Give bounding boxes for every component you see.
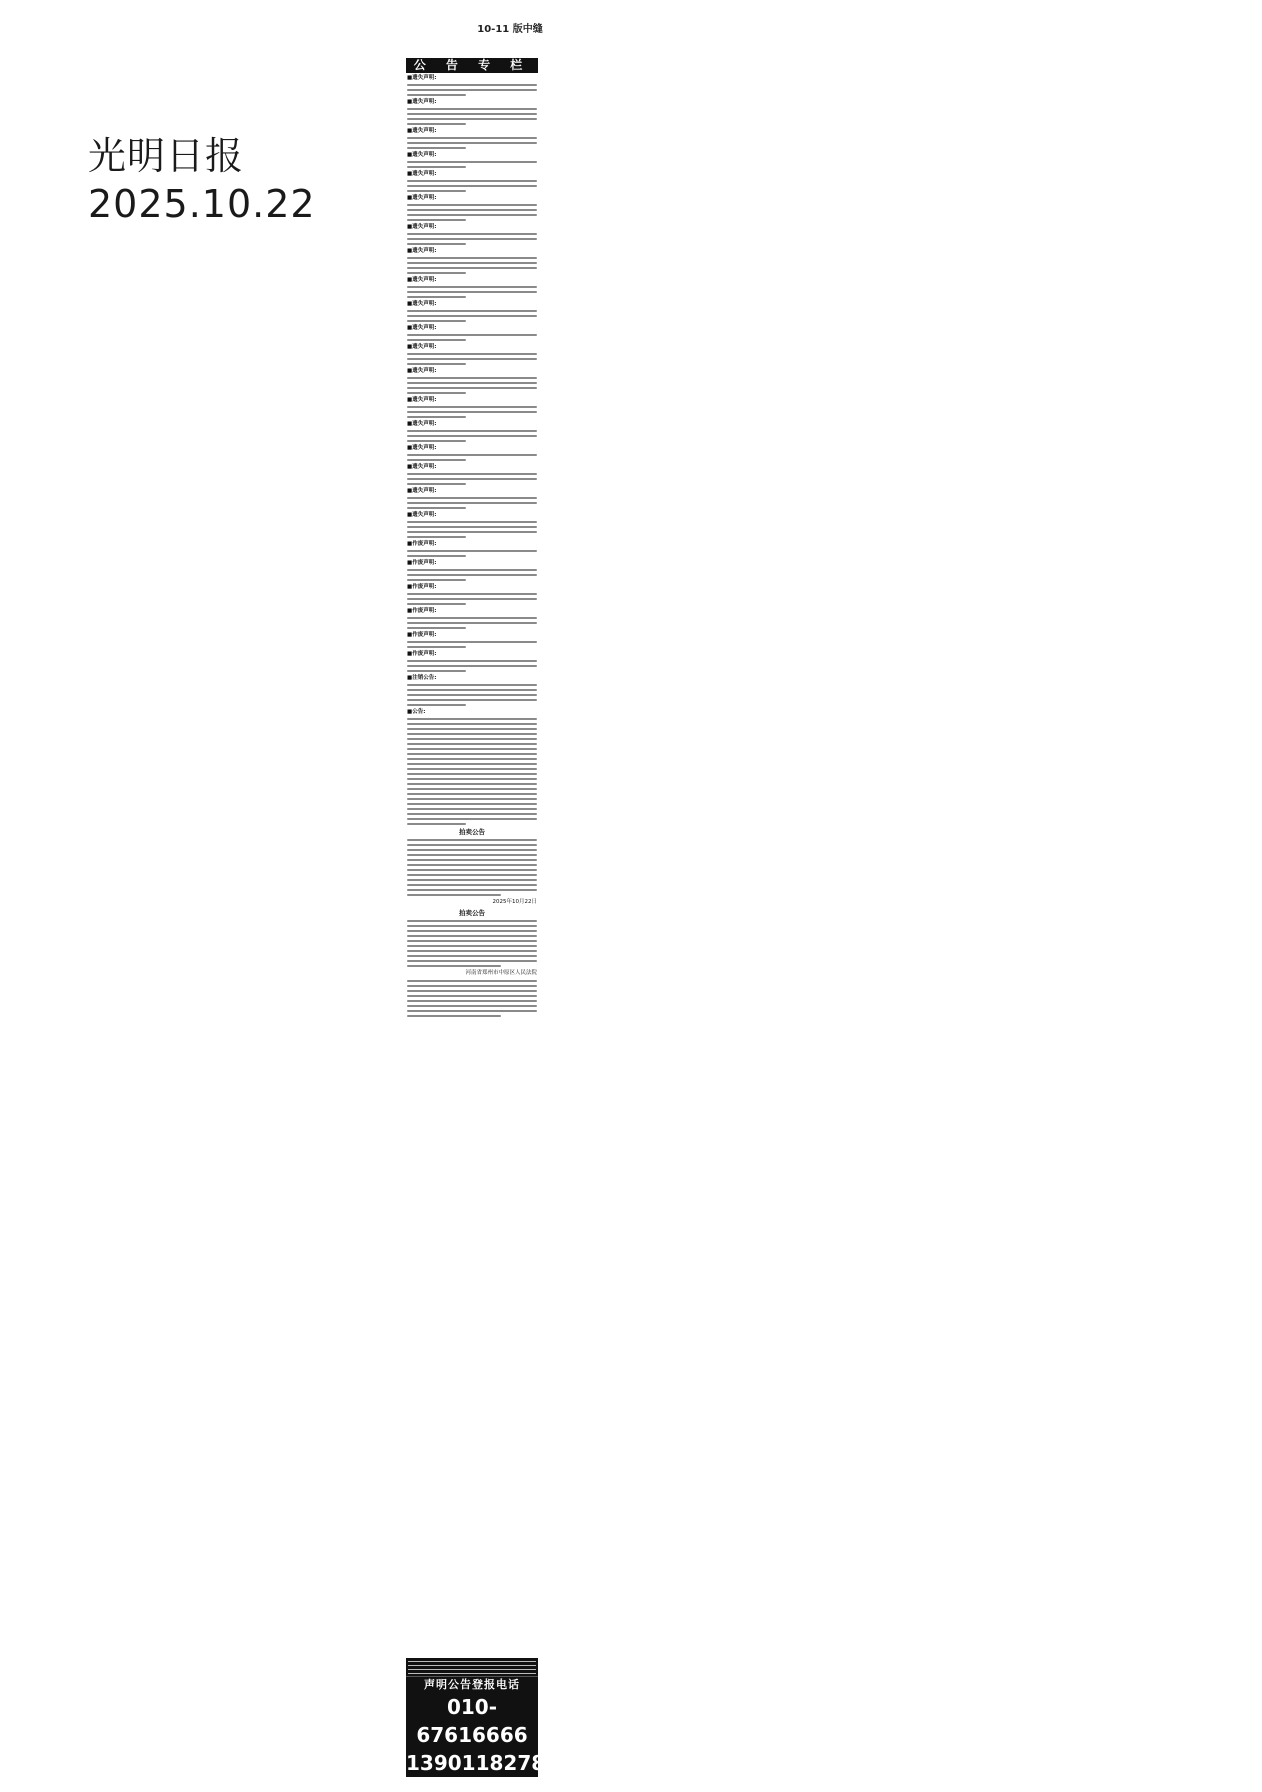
notice-text-line bbox=[407, 569, 537, 571]
notice-text-line bbox=[407, 627, 466, 629]
notice-item bbox=[407, 512, 537, 538]
notice-text-line bbox=[407, 990, 537, 992]
notice-text-line bbox=[407, 108, 537, 110]
notice-text-line bbox=[407, 803, 537, 805]
notice-text-line bbox=[407, 574, 537, 576]
notice-item bbox=[407, 368, 537, 394]
notice-text-line bbox=[407, 382, 537, 384]
notice-item bbox=[407, 541, 537, 557]
notice-item bbox=[407, 248, 537, 274]
notice-text-line bbox=[407, 1010, 537, 1012]
notice-lead: ■遗失声明: bbox=[407, 248, 437, 254]
notice-item bbox=[407, 152, 537, 168]
notice-text-line bbox=[407, 945, 537, 947]
notice-lead: ■遗失声明: bbox=[407, 368, 437, 374]
notice-text-line bbox=[407, 723, 537, 725]
notice-lead: ■遗失声明: bbox=[407, 99, 437, 105]
notice-lead: ■遗失声明: bbox=[407, 445, 437, 451]
notice-item bbox=[407, 325, 537, 341]
notice-text-line bbox=[407, 753, 537, 755]
notice-text-line bbox=[407, 147, 466, 149]
notice-item bbox=[407, 651, 537, 672]
notice-text-line bbox=[407, 1000, 537, 1002]
notice-lead: ■作废声明: bbox=[407, 584, 437, 590]
notice-text-line bbox=[407, 454, 537, 456]
notice-text-line bbox=[407, 859, 537, 861]
notice-lead: ■遗失声明: bbox=[407, 325, 437, 331]
notice-text-line bbox=[407, 894, 501, 896]
notice-lead: ■遗失声明: bbox=[407, 75, 437, 81]
notice-text-line bbox=[407, 646, 466, 648]
notice-text-line bbox=[407, 869, 537, 871]
section-heading: 拍卖公告 bbox=[459, 828, 485, 836]
notice-text-line bbox=[407, 536, 466, 538]
hotline-phone-1: 010-67616666 bbox=[416, 1695, 528, 1747]
notice-text-line bbox=[407, 180, 537, 182]
notice-item bbox=[407, 301, 537, 322]
notice-text-line bbox=[407, 291, 537, 293]
notice-body bbox=[407, 920, 537, 967]
notice-text-line bbox=[407, 849, 537, 851]
notice-text-line bbox=[407, 257, 537, 259]
notice-text-line bbox=[407, 440, 466, 442]
notice-text-line bbox=[407, 879, 537, 881]
notice-item bbox=[407, 171, 537, 192]
notice-text-line bbox=[407, 665, 537, 667]
notice-text-line bbox=[407, 813, 537, 815]
notice-lead: ■遗失声明: bbox=[407, 421, 437, 427]
notice-lead: ■遗失声明: bbox=[407, 195, 437, 201]
notice-text-line bbox=[407, 89, 537, 91]
notice-text-line bbox=[407, 142, 537, 144]
notice-text-line bbox=[407, 748, 537, 750]
notice-text-line bbox=[407, 296, 466, 298]
notice-text-line bbox=[407, 839, 537, 841]
notice-item bbox=[407, 99, 537, 125]
notice-lead: ■作废声明: bbox=[407, 632, 437, 638]
notice-text-line bbox=[407, 190, 466, 192]
notice-text-line bbox=[407, 214, 537, 216]
notice-item bbox=[407, 445, 537, 461]
notice-lead: ■遗失声明: bbox=[407, 344, 437, 350]
notice-text-line bbox=[407, 406, 537, 408]
notice-text-line bbox=[407, 84, 537, 86]
section-heading: 拍卖公告 bbox=[459, 909, 485, 917]
notice-text-line bbox=[407, 502, 537, 504]
notice-text-line bbox=[407, 1015, 501, 1017]
notice-text-line bbox=[407, 980, 537, 982]
notice-item bbox=[407, 675, 537, 706]
notice-item bbox=[407, 608, 537, 629]
notice-text-line bbox=[407, 430, 537, 432]
notice-item bbox=[407, 224, 537, 245]
notice-text-line bbox=[407, 339, 466, 341]
notice-text-line bbox=[407, 808, 537, 810]
notice-text-line bbox=[407, 358, 537, 360]
notice-text-line bbox=[407, 483, 466, 485]
notice-text-line bbox=[407, 334, 537, 336]
notice-text-line bbox=[407, 728, 537, 730]
notice-text-line bbox=[407, 310, 537, 312]
notice-signature: 河南省郑州市中原区人民法院 bbox=[465, 970, 537, 976]
notice-item bbox=[407, 195, 537, 221]
notice-text-line bbox=[407, 874, 537, 876]
notice-lead: ■公告: bbox=[407, 709, 426, 715]
notice-text-line bbox=[407, 555, 466, 557]
notice-text-line bbox=[407, 617, 537, 619]
notice-text-line bbox=[407, 411, 537, 413]
notice-text-line bbox=[407, 788, 537, 790]
notice-lead: ■遗失声明: bbox=[407, 277, 437, 283]
notice-text-line bbox=[407, 243, 466, 245]
notice-lead: ■作废声明: bbox=[407, 608, 437, 614]
notice-item bbox=[407, 128, 537, 149]
notice-item bbox=[407, 488, 537, 509]
notice-text-line bbox=[407, 377, 537, 379]
notice-text-line bbox=[407, 387, 537, 389]
notice-text-line bbox=[407, 670, 466, 672]
notice-text-line bbox=[407, 985, 537, 987]
notice-text-line bbox=[407, 473, 537, 475]
notice-item bbox=[407, 75, 537, 96]
masthead bbox=[88, 132, 316, 228]
notice-text-line bbox=[407, 204, 537, 206]
notice-text-line bbox=[407, 773, 537, 775]
notice-text-line bbox=[407, 185, 537, 187]
notice-text-line bbox=[407, 684, 537, 686]
notice-lead: ■注销公告: bbox=[407, 675, 437, 681]
notice-text-line bbox=[407, 940, 537, 942]
notice-body bbox=[407, 839, 537, 896]
page-header: 10-11 版中缝 bbox=[477, 24, 543, 35]
notice-lead: ■遗失声明: bbox=[407, 488, 437, 494]
notice-body bbox=[407, 980, 537, 1017]
notice-lead: ■遗失声明: bbox=[407, 397, 437, 403]
notice-text-line bbox=[407, 884, 537, 886]
notice-text-line bbox=[407, 353, 537, 355]
notice-text-line bbox=[407, 864, 537, 866]
newspaper-title: 光明日报 bbox=[88, 134, 245, 178]
notice-text-line bbox=[407, 694, 537, 696]
notice-item bbox=[407, 277, 537, 298]
notice-text-line bbox=[407, 844, 537, 846]
notice-text-line bbox=[407, 209, 537, 211]
issue-date: 2025.10.22 bbox=[88, 182, 316, 226]
notices-list bbox=[406, 73, 538, 1017]
notice-text-line bbox=[407, 930, 537, 932]
notice-text-line bbox=[407, 233, 537, 235]
notice-text-line bbox=[407, 960, 537, 962]
notice-text-line bbox=[407, 94, 466, 96]
notice-text-line bbox=[407, 660, 537, 662]
notice-text-line bbox=[407, 118, 537, 120]
notice-text-line bbox=[407, 889, 537, 891]
notice-text-line bbox=[407, 935, 537, 937]
notice-lead: ■遗失声明: bbox=[407, 224, 437, 230]
notice-text-line bbox=[407, 521, 537, 523]
notice-text-line bbox=[407, 478, 537, 480]
notice-text-line bbox=[407, 123, 466, 125]
notice-text-line bbox=[407, 955, 537, 957]
notice-item bbox=[407, 709, 537, 825]
notice-text-line bbox=[407, 699, 537, 701]
notice-text-line bbox=[407, 738, 537, 740]
notice-text-line bbox=[407, 689, 537, 691]
notice-item bbox=[407, 421, 537, 442]
hotline-label: 声明公告登报电话 bbox=[406, 1676, 538, 1693]
notice-lead: ■遗失声明: bbox=[407, 464, 437, 470]
notice-text-line bbox=[407, 497, 537, 499]
notice-text-line bbox=[407, 854, 537, 856]
notice-text-line bbox=[407, 315, 537, 317]
notice-text-line bbox=[407, 579, 466, 581]
notice-text-line bbox=[407, 286, 537, 288]
footer-fine-print bbox=[406, 1658, 538, 1676]
notice-item bbox=[407, 397, 537, 418]
notice-lead: ■作废声明: bbox=[407, 651, 437, 657]
notice-lead: ■遗失声明: bbox=[407, 512, 437, 518]
notice-text-line bbox=[407, 435, 537, 437]
notice-text-line bbox=[407, 320, 466, 322]
notice-text-line bbox=[407, 798, 537, 800]
notice-text-line bbox=[407, 531, 537, 533]
notice-text-line bbox=[407, 793, 537, 795]
notice-text-line bbox=[407, 823, 466, 825]
notice-text-line bbox=[407, 920, 537, 922]
notice-text-line bbox=[407, 603, 466, 605]
notice-text-line bbox=[407, 262, 537, 264]
ad-hotline-footer bbox=[406, 1658, 560, 1777]
notice-item bbox=[407, 560, 537, 581]
notice-text-line bbox=[407, 818, 537, 820]
notice-text-line bbox=[407, 392, 466, 394]
notice-text-line bbox=[407, 507, 466, 509]
notice-text-line bbox=[407, 526, 537, 528]
notice-text-line bbox=[407, 593, 537, 595]
notice-text-line bbox=[407, 137, 537, 139]
notice-text-line bbox=[407, 718, 537, 720]
notice-text-line bbox=[407, 598, 537, 600]
notice-item bbox=[407, 584, 537, 605]
notice-text-line bbox=[407, 783, 537, 785]
notice-text-line bbox=[407, 622, 537, 624]
notice-text-line bbox=[407, 267, 537, 269]
notice-text-line bbox=[407, 363, 466, 365]
notice-text-line bbox=[407, 459, 466, 461]
notice-text-line bbox=[407, 550, 537, 552]
notice-lead: ■遗失声明: bbox=[407, 301, 437, 307]
notice-text-line bbox=[407, 238, 537, 240]
notice-text-line bbox=[407, 641, 537, 643]
announcement-column bbox=[406, 58, 538, 1763]
notice-text-line bbox=[407, 113, 537, 115]
hotline-phone-2: 13901182789 bbox=[406, 1751, 560, 1775]
notice-lead: ■遗失声明: bbox=[407, 152, 437, 158]
notice-text-line bbox=[407, 272, 466, 274]
notice-text-line bbox=[407, 416, 466, 418]
notice-lead: ■作废声明: bbox=[407, 541, 437, 547]
notice-item bbox=[407, 344, 537, 365]
notice-item bbox=[407, 632, 537, 648]
notice-text-line bbox=[407, 166, 466, 168]
notice-lead: ■遗失声明: bbox=[407, 128, 437, 134]
column-title: 公 告 专 栏 bbox=[406, 58, 538, 73]
notice-text-line bbox=[407, 704, 466, 706]
notice-text-line bbox=[407, 768, 537, 770]
notice-text-line bbox=[407, 161, 537, 163]
notice-text-line bbox=[407, 219, 466, 221]
notice-text-line bbox=[407, 995, 537, 997]
notice-text-line bbox=[407, 965, 501, 967]
notice-lead: ■作废声明: bbox=[407, 560, 437, 566]
notice-text-line bbox=[407, 925, 537, 927]
notice-text-line bbox=[407, 950, 537, 952]
notice-text-line bbox=[407, 763, 537, 765]
notice-text-line bbox=[407, 1005, 537, 1007]
notice-text-line bbox=[407, 733, 537, 735]
notice-text-line bbox=[407, 743, 537, 745]
notice-signature: 2025年10月22日 bbox=[492, 899, 537, 905]
notice-item bbox=[407, 464, 537, 485]
notice-text-line bbox=[407, 778, 537, 780]
notice-text-line bbox=[407, 758, 537, 760]
notice-lead: ■遗失声明: bbox=[407, 171, 437, 177]
